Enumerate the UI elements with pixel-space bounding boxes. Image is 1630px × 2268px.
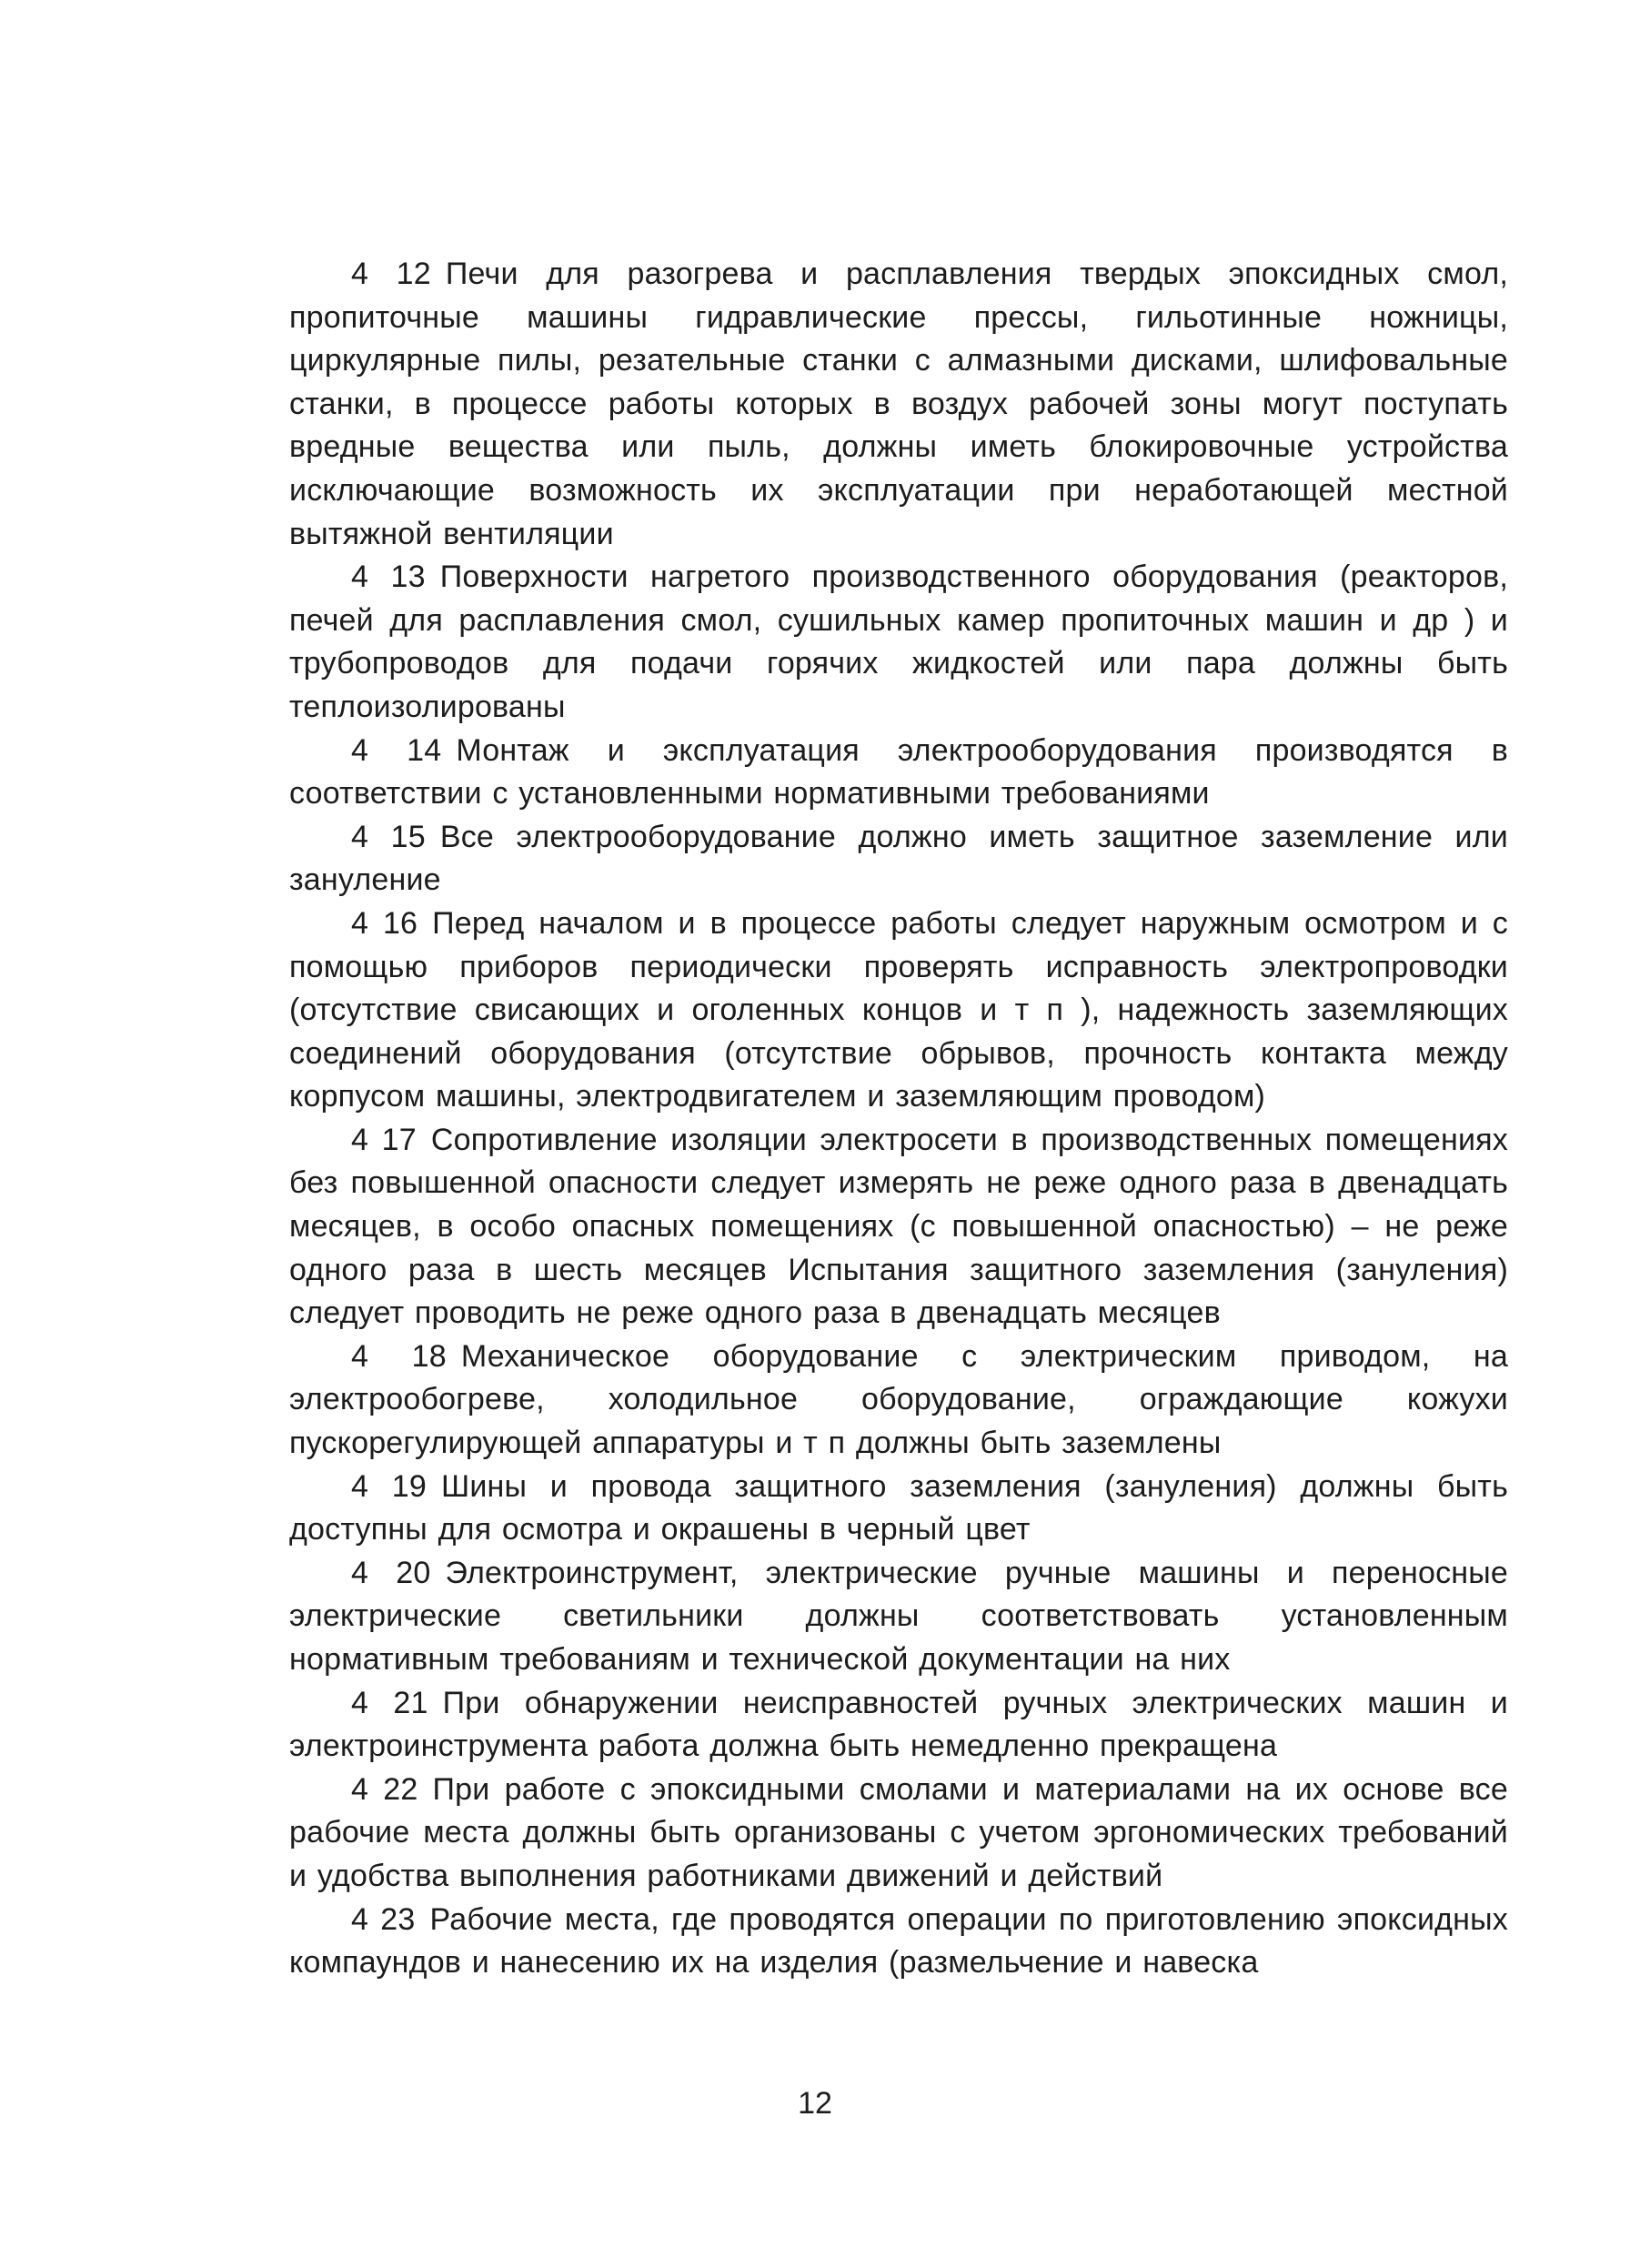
page-number: 12 — [798, 2086, 832, 2121]
paragraph-4-19 — [289, 1466, 1508, 1552]
paragraph-text: Сопротивление изоляции электросети в производственных помещениях без повышенной опасности следует измерять не реже одного раза в двенадцать месяцев, в особо опасных помещениях (с повышенной опасностью) – не реже одного раза в шесть месяцев Испытания защитного заземления (зануления) следует проводить не реже одного раза в двенадцать месяцев — [289, 1122, 1508, 1331]
paragraph-4-13 — [289, 556, 1508, 729]
paragraph-text: Поверхности нагретого производственного оборудования (реакторов, печей для расплавления смол, сушильных камер пропиточных машин и др ) и трубопроводов для подачи горячих жидкостей или пара должны быть теплоизолированы — [289, 559, 1509, 724]
paragraph-4-21 — [289, 1682, 1508, 1769]
paragraph-text: Все электрооборудование должно иметь защитное заземление или зануление — [289, 819, 1508, 898]
paragraph-number: 4 14 — [351, 732, 442, 768]
paragraph-text: При обнаружении неисправностей ручных электрических машин и электроинструмента работа должна быть немедленно прекращена — [289, 1685, 1508, 1764]
paragraph-number: 4 18 — [351, 1338, 447, 1374]
paragraph-number: 4 16 — [351, 905, 418, 941]
paragraph-number: 4 17 — [351, 1122, 417, 1157]
paragraph-text: Печи для разогрева и расплавления твердых эпоксидных смол, пропиточные машины гидравлические прессы, гильотинные ножницы, циркулярные пилы, резательные станки с алмазными дисками, шлифовальные станки, в процессе работы которых в воздух рабочей зоны могут поступать вредные вещества или пыль, должны иметь блокировочные устройства исключающие возможность их эксплуатации при неработающей местной вытяжной вентиляции — [289, 257, 1508, 551]
paragraph-4-15 — [289, 816, 1508, 902]
paragraph-text: Монтаж и эксплуатация электрооборудования производятся в соответствии с установленными нормативными требованиями — [289, 732, 1508, 811]
paragraph-4-23 — [289, 1899, 1508, 1985]
paragraph-number: 4 19 — [351, 1468, 427, 1504]
body-text — [289, 253, 1508, 1985]
paragraph-text: Шины и провода защитного заземления (зануления) должны быть доступны для осмотра и окрашены в черный цвет — [289, 1468, 1508, 1547]
paragraph-number: 4 20 — [351, 1555, 431, 1590]
paragraph-text: Рабочие места, где проводятся операции по приготовлению эпоксидных компаундов и нанесению их на изделия (размельчение и навеска — [289, 1901, 1508, 1981]
paragraph-text: Перед началом и в процессе работы следует наружным осмотром и с помощью приборов периодически проверять исправность электропроводки (отсутствие свисающих и оголенных концов и т п ), надежность заземляющих соединений оборудования (отсутствие обрывов, прочность контакта между корпусом машины, электродвигателем и заземляющим проводом) — [289, 905, 1508, 1114]
paragraph-4-14 — [289, 730, 1508, 816]
paragraph-4-16 — [289, 902, 1508, 1119]
paragraph-4-17 — [289, 1119, 1508, 1336]
paragraph-4-22 — [289, 1769, 1508, 1899]
paragraph-number: 4 13 — [351, 559, 426, 595]
paragraph-number: 4 21 — [351, 1685, 428, 1720]
paragraph-number: 4 12 — [351, 257, 431, 291]
paragraph-text: Механическое оборудование с электрическим приводом, на электрообогреве, холодильное оборудование, ограждающие кожухи пускорегулирующей аппаратуры и т п должны быть заземлены — [289, 1338, 1508, 1461]
paragraph-4-12 — [289, 253, 1508, 556]
paragraph-4-20 — [289, 1552, 1508, 1682]
paragraph-number: 4 22 — [351, 1771, 418, 1807]
paragraph-4-18 — [289, 1336, 1508, 1466]
paragraph-number: 4 23 — [351, 1901, 416, 1937]
paragraph-text: При работе с эпоксидными смолами и материалами на их основе все рабочие места должны быть организованы с учетом эргономических требований и удобства выполнения работниками движений и действий — [289, 1771, 1508, 1893]
paragraph-text: Электроинструмент, электрические ручные машины и переносные электрические светильники должны соответствовать установленным нормативным требованиям и технической документации на них — [289, 1555, 1508, 1677]
paragraph-number: 4 15 — [351, 819, 426, 854]
